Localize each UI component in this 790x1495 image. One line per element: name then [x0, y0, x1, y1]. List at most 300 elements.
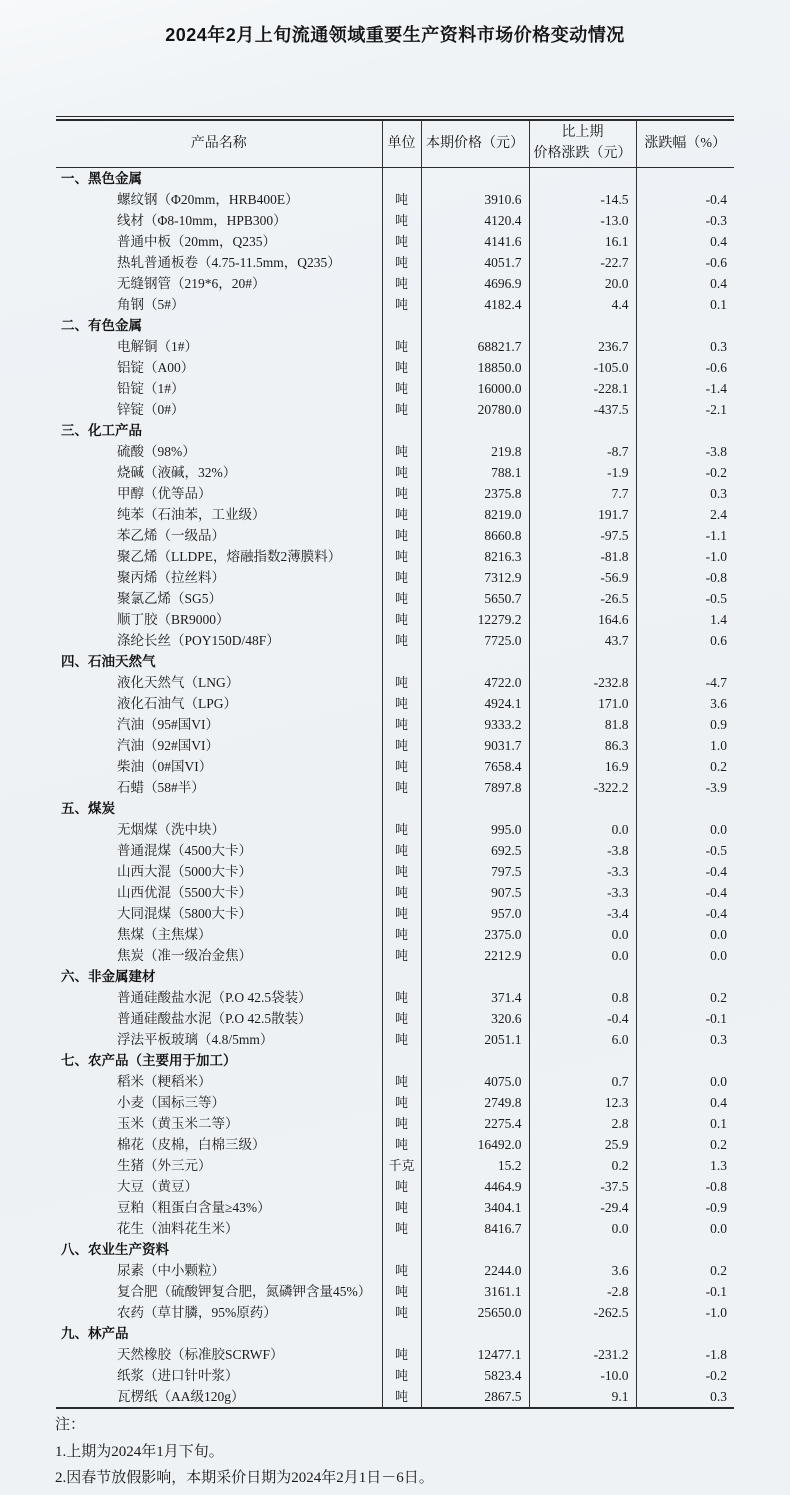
- pct-cell: -0.4: [636, 903, 734, 924]
- product-name-cell: 聚乙烯（LLDPE，熔融指数2薄膜料）: [117, 548, 342, 564]
- product-row: [56, 1281, 734, 1302]
- price-cell: 12477.1: [421, 1344, 529, 1365]
- change-cell: 191.7: [529, 504, 636, 525]
- unit-cell: 吨: [382, 1302, 421, 1323]
- empty-cell: [382, 798, 421, 819]
- change-cell: -1.9: [529, 462, 636, 483]
- product-row: [56, 462, 734, 483]
- change-cell: 171.0: [529, 693, 636, 714]
- change-cell: 2.8: [529, 1113, 636, 1134]
- empty-cell: [636, 1050, 734, 1071]
- product-row: [56, 399, 734, 420]
- section-header-row: [56, 651, 734, 672]
- change-cell: -81.8: [529, 546, 636, 567]
- empty-cell: [421, 798, 529, 819]
- section-title: 一、黑色金属: [61, 170, 142, 186]
- change-cell: -105.0: [529, 357, 636, 378]
- pct-cell: 0.3: [636, 336, 734, 357]
- product-name-cell: 涤纶长丝（POY150D/48F）: [117, 632, 280, 648]
- unit-cell: 吨: [382, 1197, 421, 1218]
- pct-cell: -3.8: [636, 441, 734, 462]
- change-cell: 20.0: [529, 273, 636, 294]
- unit-cell: 吨: [382, 1176, 421, 1197]
- unit-cell: 吨: [382, 504, 421, 525]
- product-name-cell: 豆粕（粗蛋白含量≥43%）: [117, 1199, 271, 1215]
- product-row: [56, 210, 734, 231]
- product-row: [56, 609, 734, 630]
- table-header-row: [56, 120, 734, 167]
- column-header-price: 本期价格（元）: [421, 120, 529, 167]
- product-row: [56, 924, 734, 945]
- product-row: [56, 1008, 734, 1029]
- unit-cell: 吨: [382, 189, 421, 210]
- empty-cell: [636, 966, 734, 987]
- price-cell: 9031.7: [421, 735, 529, 756]
- section-header-row: [56, 315, 734, 336]
- price-cell: 15.2: [421, 1155, 529, 1176]
- product-row: [56, 1344, 734, 1365]
- product-row: [56, 1302, 734, 1323]
- pct-cell: -0.9: [636, 1197, 734, 1218]
- product-name-cell: 棉花（皮棉，白棉三级）: [117, 1136, 266, 1152]
- product-row: [56, 546, 734, 567]
- pct-cell: -1.1: [636, 525, 734, 546]
- unit-cell: 吨: [382, 546, 421, 567]
- unit-cell: 吨: [382, 672, 421, 693]
- section-title: 四、石油天然气: [61, 653, 156, 669]
- product-row: [56, 903, 734, 924]
- section-title: 二、有色金属: [61, 317, 142, 333]
- product-row: [56, 630, 734, 651]
- column-header-unit: 单位: [382, 120, 421, 167]
- unit-cell: 吨: [382, 924, 421, 945]
- unit-cell: 吨: [382, 609, 421, 630]
- product-row: [56, 1197, 734, 1218]
- pct-cell: -0.5: [636, 840, 734, 861]
- pct-cell: 0.2: [636, 1134, 734, 1155]
- product-name-cell: 农药（草甘膦，95%原药）: [117, 1304, 277, 1320]
- unit-cell: 吨: [382, 861, 421, 882]
- price-cell: 25650.0: [421, 1302, 529, 1323]
- change-cell: -0.4: [529, 1008, 636, 1029]
- price-cell: 219.8: [421, 441, 529, 462]
- empty-cell: [421, 1323, 529, 1344]
- product-name-cell: 铅锭（1#）: [117, 380, 185, 396]
- product-row: [56, 567, 734, 588]
- change-cell: -3.3: [529, 882, 636, 903]
- pct-cell: 0.1: [636, 1113, 734, 1134]
- empty-cell: [421, 167, 529, 189]
- product-row: [56, 945, 734, 966]
- price-cell: 371.4: [421, 987, 529, 1008]
- pct-cell: -0.8: [636, 567, 734, 588]
- pct-cell: 0.3: [636, 1386, 734, 1408]
- pct-cell: -0.6: [636, 252, 734, 273]
- price-cell: 20780.0: [421, 399, 529, 420]
- product-name-cell: 山西优混（5500大卡）: [117, 884, 252, 900]
- product-name-cell: 液化天然气（LNG）: [117, 674, 240, 690]
- change-cell: 0.8: [529, 987, 636, 1008]
- change-cell: -3.3: [529, 861, 636, 882]
- change-cell: 12.3: [529, 1092, 636, 1113]
- change-cell: 0.0: [529, 945, 636, 966]
- price-cell: 7725.0: [421, 630, 529, 651]
- change-cell: 9.1: [529, 1386, 636, 1408]
- product-name-cell: 汽油（95#国VI）: [117, 716, 219, 732]
- product-row: [56, 441, 734, 462]
- section-header-row: [56, 167, 734, 189]
- product-row: [56, 588, 734, 609]
- product-name-cell: 浮法平板玻璃（4.8/5mm）: [117, 1031, 274, 1047]
- unit-cell: 吨: [382, 714, 421, 735]
- product-row: [56, 714, 734, 735]
- pct-cell: -0.2: [636, 1365, 734, 1386]
- pct-cell: -0.1: [636, 1008, 734, 1029]
- product-row: [56, 672, 734, 693]
- change-cell: 4.4: [529, 294, 636, 315]
- empty-cell: [421, 1050, 529, 1071]
- product-row: [56, 1386, 734, 1408]
- change-cell: -13.0: [529, 210, 636, 231]
- product-name-cell: 纯苯（石油苯，工业级）: [117, 506, 266, 522]
- product-row: [56, 294, 734, 315]
- change-cell: -228.1: [529, 378, 636, 399]
- pct-cell: 3.6: [636, 693, 734, 714]
- price-cell: 9333.2: [421, 714, 529, 735]
- pct-cell: -1.0: [636, 546, 734, 567]
- product-name-cell: 铝锭（A00）: [117, 359, 195, 375]
- change-cell: 164.6: [529, 609, 636, 630]
- price-cell: 2275.4: [421, 1113, 529, 1134]
- change-cell: 16.9: [529, 756, 636, 777]
- empty-cell: [382, 167, 421, 189]
- pct-cell: 2.4: [636, 504, 734, 525]
- pct-cell: 0.1: [636, 294, 734, 315]
- product-name-cell: 焦炭（准一级冶金焦）: [117, 947, 252, 963]
- price-cell: 4722.0: [421, 672, 529, 693]
- product-name-cell: 尿素（中小颗粒）: [117, 1262, 225, 1278]
- empty-cell: [529, 315, 636, 336]
- empty-cell: [382, 1050, 421, 1071]
- pct-cell: 0.4: [636, 231, 734, 252]
- change-cell: -3.8: [529, 840, 636, 861]
- product-row: [56, 504, 734, 525]
- product-row: [56, 840, 734, 861]
- section-header-row: [56, 1323, 734, 1344]
- change-cell: 6.0: [529, 1029, 636, 1050]
- price-cell: 2051.1: [421, 1029, 529, 1050]
- product-row: [56, 189, 734, 210]
- unit-cell: 吨: [382, 441, 421, 462]
- unit-cell: 吨: [382, 483, 421, 504]
- unit-cell: 吨: [382, 1113, 421, 1134]
- pct-cell: 0.3: [636, 1029, 734, 1050]
- unit-cell: 吨: [382, 735, 421, 756]
- section-header-row: [56, 1050, 734, 1071]
- change-cell: -14.5: [529, 189, 636, 210]
- pct-cell: 1.4: [636, 609, 734, 630]
- unit-cell: 吨: [382, 357, 421, 378]
- price-cell: 2375.8: [421, 483, 529, 504]
- empty-cell: [382, 966, 421, 987]
- price-cell: 957.0: [421, 903, 529, 924]
- pct-cell: -0.4: [636, 861, 734, 882]
- empty-cell: [636, 798, 734, 819]
- empty-cell: [529, 798, 636, 819]
- pct-cell: 0.0: [636, 819, 734, 840]
- empty-cell: [529, 966, 636, 987]
- product-name-cell: 普通中板（20mm，Q235）: [117, 233, 277, 249]
- price-cell: 7312.9: [421, 567, 529, 588]
- pct-cell: 0.2: [636, 987, 734, 1008]
- pct-cell: -1.0: [636, 1302, 734, 1323]
- product-row: [56, 1134, 734, 1155]
- product-name-cell: 聚丙烯（拉丝料）: [117, 569, 225, 585]
- empty-cell: [636, 315, 734, 336]
- change-cell: -231.2: [529, 1344, 636, 1365]
- product-row: [56, 357, 734, 378]
- unit-cell: 吨: [382, 462, 421, 483]
- section-title: 九、林产品: [61, 1325, 129, 1341]
- product-name-cell: 复合肥（硫酸钾复合肥，氮磷钾含量45%）: [117, 1283, 372, 1299]
- empty-cell: [421, 420, 529, 441]
- pct-cell: 0.9: [636, 714, 734, 735]
- change-cell: 0.0: [529, 924, 636, 945]
- price-cell: 4120.4: [421, 210, 529, 231]
- column-header-change: [529, 120, 636, 167]
- notes: [55, 1412, 434, 1492]
- pct-cell: 1.3: [636, 1155, 734, 1176]
- section-title: 七、农产品（主要用于加工）: [61, 1052, 237, 1068]
- price-cell: 797.5: [421, 861, 529, 882]
- page-title: 2024年2月上旬流通领域重要生产资料市场价格变动情况: [165, 25, 625, 45]
- product-row: [56, 1155, 734, 1176]
- product-row: [56, 735, 734, 756]
- product-name-cell: 锌锭（0#）: [117, 401, 185, 417]
- price-cell: 4075.0: [421, 1071, 529, 1092]
- product-name-cell: 生猪（外三元）: [117, 1157, 212, 1173]
- product-row: [56, 987, 734, 1008]
- section-header-row: [56, 420, 734, 441]
- product-name-cell: 甲醇（优等品）: [117, 485, 212, 501]
- product-name-cell: 小麦（国标三等）: [117, 1094, 225, 1110]
- unit-cell: 吨: [382, 231, 421, 252]
- unit-cell: 吨: [382, 840, 421, 861]
- empty-cell: [421, 966, 529, 987]
- unit-cell: 吨: [382, 1365, 421, 1386]
- price-cell: 4182.4: [421, 294, 529, 315]
- price-cell: 18850.0: [421, 357, 529, 378]
- product-row: [56, 1260, 734, 1281]
- unit-cell: 吨: [382, 1218, 421, 1239]
- change-cell: 3.6: [529, 1260, 636, 1281]
- change-cell: -22.7: [529, 252, 636, 273]
- product-name-cell: 大豆（黄豆）: [117, 1178, 198, 1194]
- change-cell: -322.2: [529, 777, 636, 798]
- pct-cell: -1.4: [636, 378, 734, 399]
- change-cell: -56.9: [529, 567, 636, 588]
- empty-cell: [421, 651, 529, 672]
- product-name-cell: 聚氯乙烯（SG5）: [117, 590, 223, 606]
- change-cell: 7.7: [529, 483, 636, 504]
- section-title: 五、煤炭: [61, 800, 115, 816]
- price-table-wrap: [56, 116, 734, 1409]
- unit-cell: 吨: [382, 945, 421, 966]
- empty-cell: [382, 1239, 421, 1260]
- unit-cell: 吨: [382, 1092, 421, 1113]
- product-row: [56, 693, 734, 714]
- unit-cell: 吨: [382, 756, 421, 777]
- product-name-cell: 无烟煤（洗中块）: [117, 821, 225, 837]
- change-cell: 0.0: [529, 1218, 636, 1239]
- pct-cell: 0.4: [636, 273, 734, 294]
- change-cell: 86.3: [529, 735, 636, 756]
- product-name-cell: 普通混煤（4500大卡）: [117, 842, 252, 858]
- price-cell: 4924.1: [421, 693, 529, 714]
- section-header-row: [56, 798, 734, 819]
- product-name-cell: 天然橡胶（标准胶SCRWF）: [117, 1346, 284, 1362]
- price-cell: 8660.8: [421, 525, 529, 546]
- price-cell: 4051.7: [421, 252, 529, 273]
- pct-cell: -0.6: [636, 357, 734, 378]
- price-table: [56, 119, 734, 1409]
- product-name-cell: 汽油（92#国VI）: [117, 737, 219, 753]
- price-cell: 68821.7: [421, 336, 529, 357]
- unit-cell: 吨: [382, 273, 421, 294]
- unit-cell: 吨: [382, 1071, 421, 1092]
- product-row: [56, 1029, 734, 1050]
- unit-cell: 吨: [382, 630, 421, 651]
- empty-cell: [529, 420, 636, 441]
- pct-cell: 0.0: [636, 924, 734, 945]
- product-row: [56, 1365, 734, 1386]
- price-cell: 8219.0: [421, 504, 529, 525]
- pct-cell: -0.4: [636, 189, 734, 210]
- section-title: 六、非金属建材: [61, 968, 156, 984]
- change-cell: 0.2: [529, 1155, 636, 1176]
- product-name-cell: 柴油（0#国VI）: [117, 758, 213, 774]
- price-cell: 7897.8: [421, 777, 529, 798]
- empty-cell: [529, 651, 636, 672]
- price-cell: 2375.0: [421, 924, 529, 945]
- change-cell: 43.7: [529, 630, 636, 651]
- product-name-cell: 苯乙烯（一级品）: [117, 527, 225, 543]
- price-cell: 16000.0: [421, 378, 529, 399]
- change-cell: -3.4: [529, 903, 636, 924]
- product-row: [56, 1113, 734, 1134]
- pct-cell: -0.2: [636, 462, 734, 483]
- product-name-cell: 烧碱（液碱，32%）: [117, 464, 237, 480]
- unit-cell: 吨: [382, 693, 421, 714]
- column-header-change-line1: 比上期: [561, 125, 604, 141]
- product-name-cell: 石蜡（58#半）: [117, 779, 205, 795]
- pct-cell: -0.8: [636, 1176, 734, 1197]
- unit-cell: 吨: [382, 1281, 421, 1302]
- section-header-row: [56, 1239, 734, 1260]
- pct-cell: 0.6: [636, 630, 734, 651]
- change-cell: -26.5: [529, 588, 636, 609]
- price-cell: 8216.3: [421, 546, 529, 567]
- pct-cell: -0.5: [636, 588, 734, 609]
- product-row: [56, 336, 734, 357]
- empty-cell: [382, 651, 421, 672]
- empty-cell: [636, 1239, 734, 1260]
- empty-cell: [382, 1323, 421, 1344]
- empty-cell: [529, 1323, 636, 1344]
- pct-cell: 0.3: [636, 483, 734, 504]
- product-name-cell: 山西大混（5000大卡）: [117, 863, 252, 879]
- product-name-cell: 花生（油料花生米）: [117, 1220, 239, 1236]
- product-name-cell: 线材（Φ8-10mm，HPB300）: [117, 212, 287, 228]
- unit-cell: 吨: [382, 1386, 421, 1408]
- unit-cell: 吨: [382, 1029, 421, 1050]
- price-cell: 5650.7: [421, 588, 529, 609]
- section-title: 八、农业生产资料: [61, 1241, 169, 1257]
- unit-cell: 吨: [382, 987, 421, 1008]
- price-cell: 2244.0: [421, 1260, 529, 1281]
- product-name-cell: 玉米（黄玉米二等）: [117, 1115, 239, 1131]
- change-cell: -232.8: [529, 672, 636, 693]
- notes-label: 注：: [55, 1417, 86, 1433]
- product-row: [56, 273, 734, 294]
- product-name-cell: 大同混煤（5800大卡）: [117, 905, 252, 921]
- unit-cell: 吨: [382, 588, 421, 609]
- product-row: [56, 1176, 734, 1197]
- product-name-cell: 稻米（粳稻米）: [117, 1073, 212, 1089]
- price-cell: 4696.9: [421, 273, 529, 294]
- product-row: [56, 777, 734, 798]
- pct-cell: -2.1: [636, 399, 734, 420]
- product-row: [56, 483, 734, 504]
- empty-cell: [421, 315, 529, 336]
- empty-cell: [636, 1323, 734, 1344]
- unit-cell: 千克: [382, 1155, 421, 1176]
- unit-cell: 吨: [382, 1134, 421, 1155]
- price-cell: 995.0: [421, 819, 529, 840]
- pct-cell: -3.9: [636, 777, 734, 798]
- price-cell: 692.5: [421, 840, 529, 861]
- section-header-row: [56, 966, 734, 987]
- change-cell: -8.7: [529, 441, 636, 462]
- empty-cell: [636, 420, 734, 441]
- product-name-cell: 角钢（5#）: [117, 296, 185, 312]
- column-header-change-line2: 价格涨跌（元）: [533, 145, 632, 161]
- product-name-cell: 瓦楞纸（AA级120g）: [117, 1388, 245, 1404]
- change-cell: -37.5: [529, 1176, 636, 1197]
- change-cell: 81.8: [529, 714, 636, 735]
- price-cell: 788.1: [421, 462, 529, 483]
- product-row: [56, 1071, 734, 1092]
- pct-cell: 0.0: [636, 1071, 734, 1092]
- column-header-product: 产品名称: [56, 120, 382, 167]
- pct-cell: 0.2: [636, 756, 734, 777]
- price-cell: 8416.7: [421, 1218, 529, 1239]
- product-name-cell: 普通硅酸盐水泥（P.O 42.5散装）: [117, 1010, 312, 1026]
- price-cell: 5823.4: [421, 1365, 529, 1386]
- product-row: [56, 861, 734, 882]
- product-name-cell: 硫酸（98%）: [117, 443, 196, 459]
- price-cell: 3161.1: [421, 1281, 529, 1302]
- empty-cell: [529, 1050, 636, 1071]
- price-cell: 2212.9: [421, 945, 529, 966]
- product-row: [56, 756, 734, 777]
- unit-cell: 吨: [382, 378, 421, 399]
- change-cell: -2.8: [529, 1281, 636, 1302]
- price-cell: 12279.2: [421, 609, 529, 630]
- product-name-cell: 普通硅酸盐水泥（P.O 42.5袋装）: [117, 989, 312, 1005]
- note-item-2: 2.因春节放假影响，本期采价日期为2024年2月1日－6日。: [55, 1470, 434, 1486]
- product-name-cell: 螺纹钢（Φ20mm，HRB400E）: [117, 191, 299, 207]
